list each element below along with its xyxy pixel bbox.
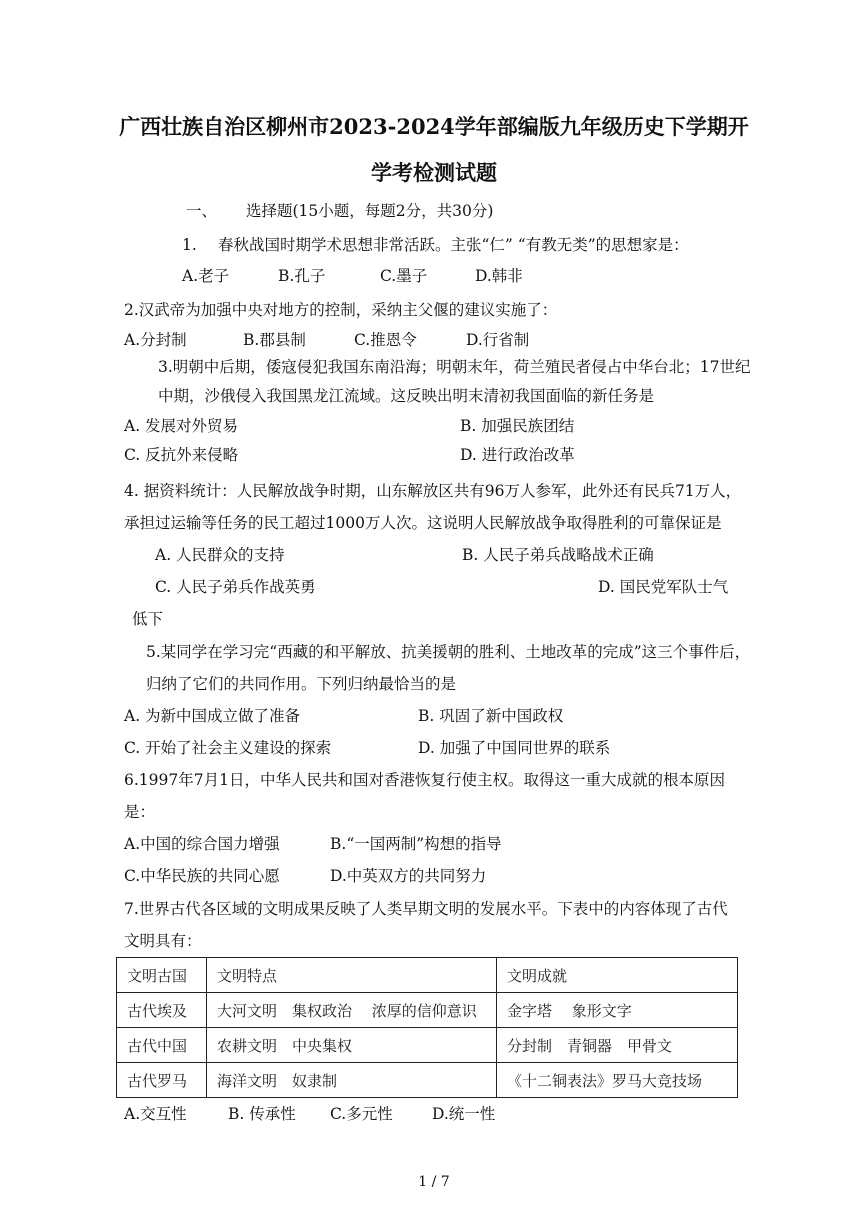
q3-option-a: A. 发展对外贸易 xyxy=(124,417,239,435)
q3-option-b: B. 加强民族团结 xyxy=(460,417,575,435)
q7-stem-line-2: 文明具有： xyxy=(124,932,202,950)
header-cell-country: 文明古国 xyxy=(117,958,207,993)
q5-option-b: B. 巩固了新中国政权 xyxy=(418,707,564,725)
q3-stem-line-1: 3.明朝中后期，倭寇侵犯我国东南沿海；明朝末年，荷兰殖民者侵占中华台北；17世纪 xyxy=(158,358,751,376)
q7-option-b: B. 传承性 xyxy=(228,1105,296,1123)
q7-option-c: C.多元性 xyxy=(330,1105,393,1123)
q7-option-d: D.统一性 xyxy=(432,1105,496,1123)
section-heading: 选择题(15小题，每题2分，共30分) xyxy=(246,202,494,220)
q4-option-d-continued: 低下 xyxy=(132,610,164,628)
q4-option-b: B. 人民子弟兵战略战术正确 xyxy=(462,546,654,564)
q3-option-d: D. 进行政治改革 xyxy=(460,446,575,464)
q1-option-d: D.韩非 xyxy=(475,267,523,285)
table-cell: 古代罗马 xyxy=(117,1063,207,1098)
table-cell: 海洋文明 奴隶制 xyxy=(207,1063,497,1098)
q1-stem: 春秋战国时期学术思想非常活跃。主张“仁” “有教无类”的思想家是： xyxy=(218,236,689,254)
q5-option-a: A. 为新中国成立做了准备 xyxy=(124,707,301,725)
table-cell: 分封制 青铜器 甲骨文 xyxy=(497,1028,738,1063)
table-cell: 古代中国 xyxy=(117,1028,207,1063)
q2-option-b: B.郡县制 xyxy=(243,331,306,349)
q4-option-d: D. 国民党军队士气 xyxy=(598,578,729,596)
page-number: 1 / 7 xyxy=(418,1174,450,1190)
q4-stem-line-2: 承担过运输等任务的民工超过1000万人次。这说明人民解放战争取得胜利的可靠保证是 xyxy=(124,514,722,532)
q2-option-c: C.推恩令 xyxy=(354,331,417,349)
document-title-line-1: 广西壮族自治区柳州市2023-2024学年部编版九年级历史下学期开 xyxy=(119,114,749,139)
table-cell: 大河文明 集权政治 浓厚的信仰意识 xyxy=(207,993,497,1028)
q6-stem-line-2: 是： xyxy=(124,803,156,821)
q6-option-d: D.中英双方的共同努力 xyxy=(330,867,487,885)
q3-option-c: C. 反抗外来侵略 xyxy=(124,446,239,464)
q1-option-a: A.老子 xyxy=(182,267,230,285)
table-header-row xyxy=(117,958,738,993)
table-row xyxy=(117,1028,738,1063)
q5-stem-line-1: 5.某同学在学习完“西藏的和平解放、抗美援朝的胜利、土地改革的完成”这三个事件后， xyxy=(146,643,751,661)
header-cell-achievements: 文明成就 xyxy=(497,958,738,993)
q4-option-c: C. 人民子弟兵作战英勇 xyxy=(155,578,316,596)
q5-option-c: C. 开始了社会主义建设的探索 xyxy=(124,739,332,757)
header-cell-features: 文明特点 xyxy=(207,958,497,993)
q3-stem-line-2: 中期，沙俄侵入我国黑龙江流域。这反映出明末清初我国面临的新任务是 xyxy=(158,387,655,405)
table-row xyxy=(117,1063,738,1098)
table-cell: 农耕文明 中央集权 xyxy=(207,1028,497,1063)
q7-stem-line-1: 7.世界古代各区域的文明成果反映了人类早期文明的发展水平。下表中的内容体现了古代 xyxy=(124,900,728,918)
document-title-line-2: 学考检测试题 xyxy=(371,160,497,185)
table-cell: 《十二铜表法》罗马大竞技场 xyxy=(497,1063,738,1098)
q2-stem: 2.汉武帝为加强中央对地方的控制，采纳主父偃的建议实施了： xyxy=(124,301,558,319)
q4-option-a: A. 人民群众的支持 xyxy=(155,546,285,564)
q6-option-c: C.中华民族的共同心愿 xyxy=(124,867,280,885)
q1-option-c: C.墨子 xyxy=(380,267,428,285)
q7-option-a: A.交互性 xyxy=(124,1105,187,1123)
civilization-table xyxy=(116,957,738,1098)
table-cell: 古代埃及 xyxy=(117,993,207,1028)
q4-stem-line-1: 4. 据资料统计：人民解放战争时期，山东解放区共有96万人参军，此外还有民兵71万人， xyxy=(124,482,742,500)
section-number: 一、 xyxy=(186,202,218,220)
table-row xyxy=(117,993,738,1028)
q1-option-b: B.孔子 xyxy=(278,267,326,285)
q2-option-a: A.分封制 xyxy=(124,331,187,349)
q6-option-a: A.中国的综合国力增强 xyxy=(124,835,280,853)
q1-number: 1. xyxy=(182,236,197,254)
table-cell: 金字塔 象形文字 xyxy=(497,993,738,1028)
q6-stem-line-1: 6.1997年7月1日，中华人民共和国对香港恢复行使主权。取得这一重大成就的根本原因 xyxy=(124,771,725,789)
q6-option-b: B.“一国两制”构想的指导 xyxy=(330,835,502,853)
q5-option-d: D. 加强了中国同世界的联系 xyxy=(418,739,611,757)
q2-option-d: D.行省制 xyxy=(466,331,530,349)
q5-stem-line-2: 归纳了它们的共同作用。下列归纳最恰当的是 xyxy=(146,675,457,693)
